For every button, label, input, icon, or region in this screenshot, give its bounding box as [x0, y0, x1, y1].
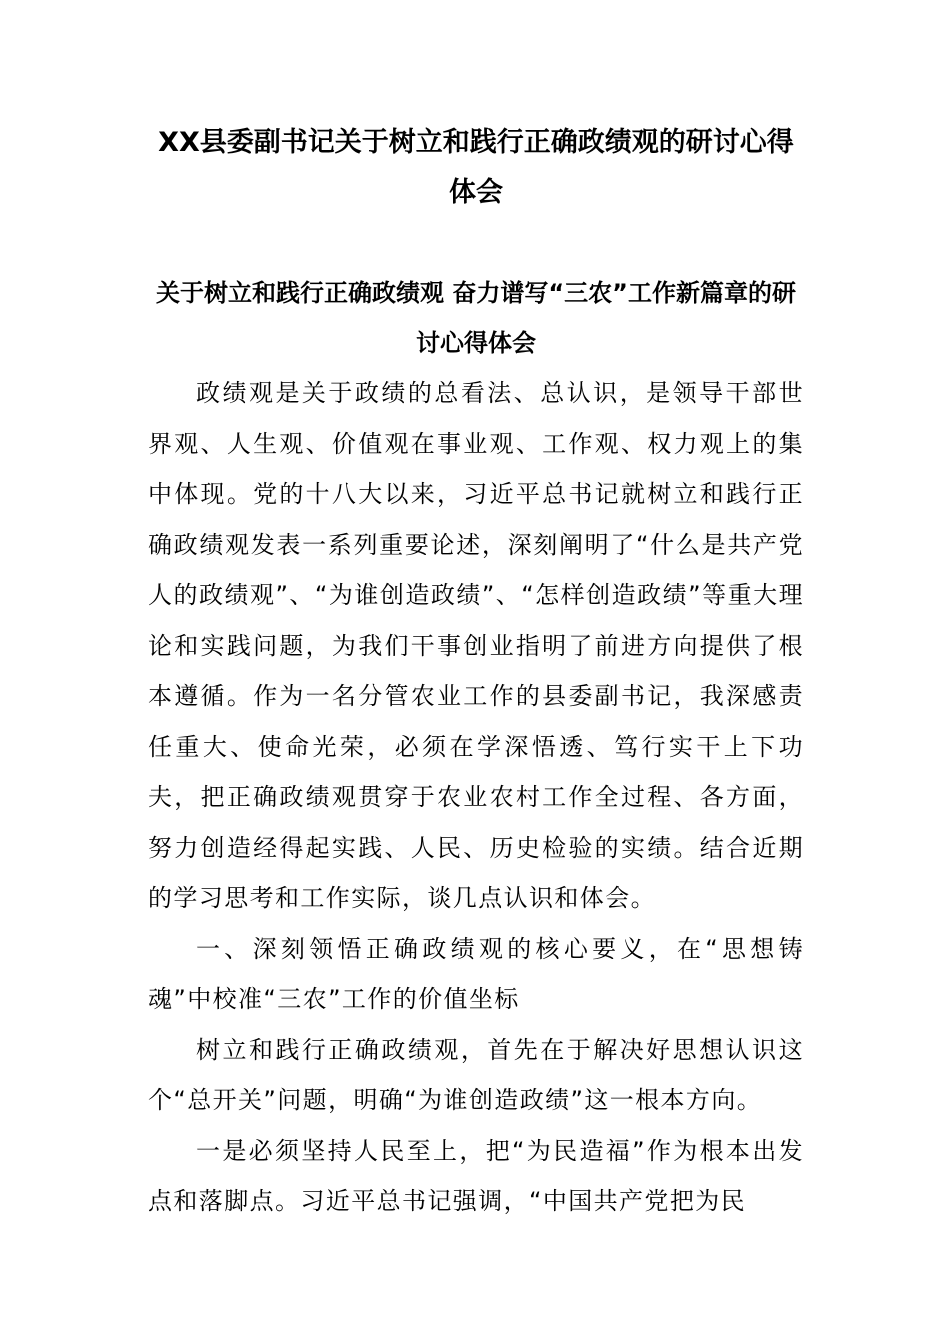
- body-paragraph: 政绩观是关于政绩的总看法、总认识，是领导干部世界观、人生观、价值观在事业观、工作观、权力观上的集中体现。党的十八大以来，习近平总书记就树立和践行正确政绩观发表一系列重要论述，深刻阐明了“什么是共产党人的政绩观”、“为谁创造政绩”、“怎样创造政绩”等重大理论和实践问题，为我们干事创业指明了前进方向提供了根本遵循。作为一名分管农业工作的县委副书记，我深感责任重大、使命光荣，必须在学深悟透、笃行实干上下功夫，把正确政绩观贯穿于农业农村工作全过程、各方面，努力创造经得起实践、人民、历史检验的实绩。结合近期的学习思考和工作实际，谈几点认识和体会。: [148, 379, 804, 912]
- section-heading: 一、深刻领悟正确政绩观的核心要义，在“思想铸魂”中校准“三农”工作的价值坐标: [148, 934, 804, 1013]
- document-subtitle: 关于树立和践行正确政绩观 奋力谱写“三农”工作新篇章的研讨心得体会: [156, 279, 796, 357]
- document-title: XX县委副书记关于树立和践行正确政绩观的研讨心得体会: [158, 127, 794, 208]
- document-body: [148, 368, 804, 1227]
- body-paragraph: 树立和践行正确政绩观，首先在于解决好思想认识这个“总开关”问题，明确“为谁创造政绩”这一根本方向。: [148, 1035, 804, 1114]
- body-paragraph: 一是必须坚持人民至上，把“为民造福”作为根本出发点和落脚点。习近平总书记强调，“中国共产党把为民: [148, 1136, 804, 1215]
